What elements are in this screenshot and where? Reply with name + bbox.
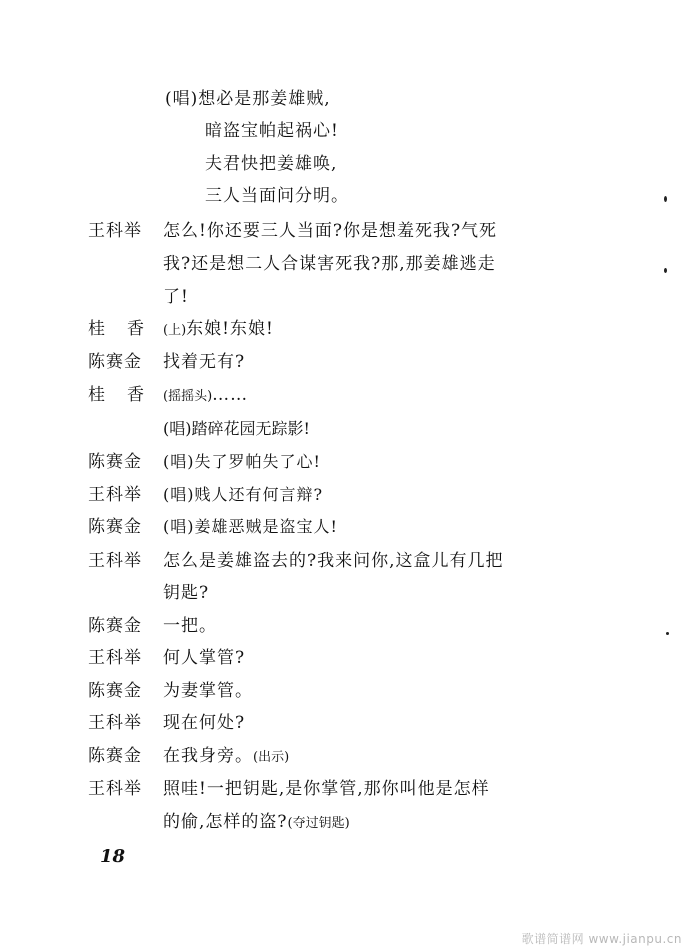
dialogue-line bbox=[163, 384, 248, 408]
dialogue-line: 怎么是姜雄盗去的?我来问你,这盒儿有几把 bbox=[163, 551, 504, 571]
stage-direction: (上) bbox=[163, 323, 187, 338]
speaker-name: 王科举 bbox=[88, 779, 142, 799]
speaker-name: 王科举 bbox=[88, 648, 142, 668]
verse-line: 三人当面问分明。 bbox=[205, 186, 349, 206]
speaker-name: 王科举 bbox=[88, 221, 142, 241]
stage-direction: (出示) bbox=[253, 750, 290, 765]
dialogue-line: 为妻掌管。 bbox=[163, 681, 253, 701]
dialogue-line: 钥匙? bbox=[163, 583, 210, 603]
sung-line: (唱)贱人还有何言辩? bbox=[163, 485, 324, 504]
speaker-name: 陈赛金 bbox=[88, 517, 142, 537]
page-number: 18 bbox=[100, 846, 126, 867]
dialogue-line: 照哇!一把钥匙,是你掌管,那你叫他是怎样 bbox=[163, 779, 490, 799]
speaker-name: 陈赛金 bbox=[88, 352, 142, 372]
dialogue-line bbox=[163, 811, 350, 835]
verse-line: 暗盗宝帕起祸心! bbox=[205, 121, 339, 141]
speaker-name: 陈赛金 bbox=[88, 681, 142, 701]
scan-speck bbox=[664, 196, 667, 202]
stage-direction: (摇摇头) bbox=[163, 389, 213, 404]
sung-line: (唱)踏碎花园无踪影! bbox=[163, 419, 310, 438]
dialogue-line: 怎么!你还要三人当面?你是想羞死我?气死 bbox=[163, 221, 498, 241]
sung-line: (唱)失了罗帕失了心! bbox=[163, 452, 321, 471]
watermark: 歌谱简谱网 www.jianpu.cn bbox=[521, 932, 682, 946]
dialogue-line: 现在何处? bbox=[163, 713, 246, 733]
dialogue-text: 的偷,怎样的盗? bbox=[163, 812, 288, 832]
dialogue-line: 何人掌管? bbox=[163, 648, 246, 668]
speaker-name: 桂香 bbox=[88, 385, 166, 405]
speaker-name: 桂香 bbox=[88, 319, 166, 339]
scan-speck bbox=[666, 632, 669, 635]
sung-line: (唱)姜雄恶贼是盗宝人! bbox=[163, 517, 338, 536]
speaker-name: 王科举 bbox=[88, 713, 142, 733]
speaker-name: 王科举 bbox=[88, 485, 142, 505]
dialogue-line: 一把。 bbox=[163, 616, 217, 636]
dialogue-text: …… bbox=[212, 385, 249, 405]
verse-line: 夫君快把姜雄唤, bbox=[205, 154, 338, 174]
verse-line: (唱)想必是那姜雄贼, bbox=[165, 89, 331, 109]
dialogue-line: 我?还是想二人合谋害死我?那,那姜雄逃走 bbox=[163, 254, 496, 274]
speaker-name: 陈赛金 bbox=[88, 746, 142, 766]
scan-speck bbox=[664, 268, 667, 273]
stage-direction: (夺过钥匙) bbox=[287, 816, 350, 831]
dialogue-line bbox=[163, 745, 289, 769]
speaker-name: 陈赛金 bbox=[88, 616, 142, 636]
dialogue-line: 了! bbox=[163, 287, 189, 307]
dialogue-text: 在我身旁。 bbox=[163, 746, 253, 766]
dialogue-text: 东娘!东娘! bbox=[186, 319, 274, 339]
dialogue-line: 找着无有? bbox=[163, 352, 246, 372]
dialogue-line bbox=[163, 318, 274, 342]
speaker-name: 陈赛金 bbox=[88, 452, 142, 472]
speaker-name: 王科举 bbox=[88, 551, 142, 571]
